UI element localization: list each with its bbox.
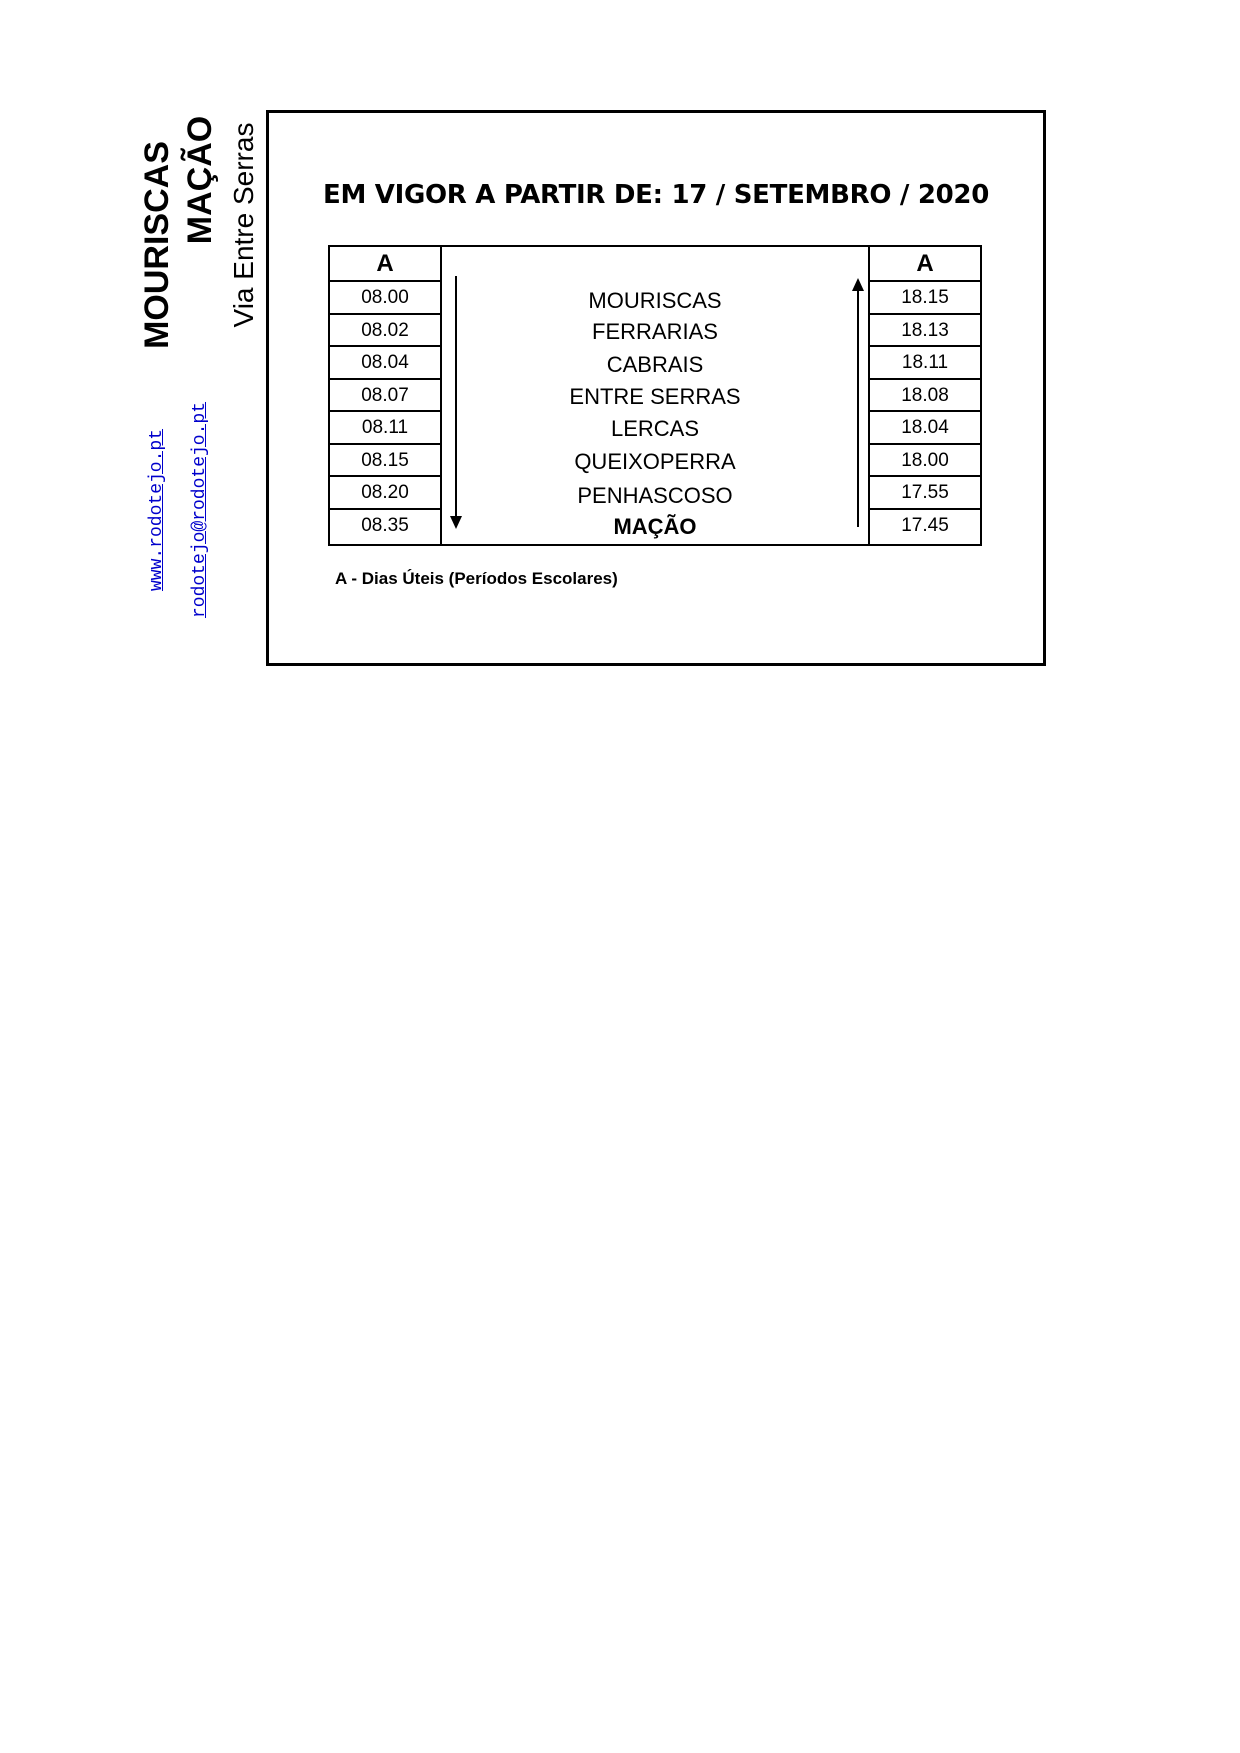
stops-column [440,245,870,546]
validity-heading: EM VIGOR A PARTIR DE: 17 / SETEMBRO / 2020 [322,180,990,210]
stop-name: QUEIXOPERRA [574,449,736,474]
route-destination-title: MAÇÃO [181,115,219,245]
outbound-time: 08.07 [330,380,440,413]
outbound-time: 08.20 [330,477,440,510]
inbound-time: 18.04 [870,412,980,445]
arrow-down-icon [449,276,463,530]
arrow-up-icon [851,278,865,528]
stop-name: FERRARIAS [592,319,718,344]
stop-name: PENHASCOSO [577,483,733,508]
outbound-header: A [330,247,440,282]
outbound-time: 08.15 [330,445,440,478]
outbound-time: 08.00 [330,282,440,315]
inbound-time: 18.00 [870,445,980,478]
stop-name: ENTRE SERRAS [569,384,741,409]
outbound-time: 08.35 [361,514,409,536]
inbound-time: 18.13 [870,315,980,348]
email-link[interactable]: rodotejo@rodotejo.pt [190,401,210,619]
inbound-times-column [868,245,982,546]
inbound-time: 18.11 [870,347,980,380]
route-via-subtitle: Via Entre Serras [228,122,259,328]
stop-name-destination: MAÇÃO [613,514,697,539]
outbound-times-column [328,245,442,546]
inbound-time: 18.08 [870,380,980,413]
stop-name: LERCAS [610,416,700,441]
outbound-time: 08.02 [330,315,440,348]
inbound-header: A [870,247,980,282]
stop-name: MOURISCAS [588,288,722,313]
stop-name: CABRAIS [606,352,704,377]
outbound-time: 08.04 [330,347,440,380]
outbound-time: 08.11 [330,412,440,445]
website-link[interactable]: www.rodotejo.pt [147,428,167,592]
route-origin-title: MOURISCAS [138,141,176,349]
schedule-note: A - Dias Úteis (Períodos Escolares) [335,569,618,588]
inbound-time: 17.55 [870,477,980,510]
inbound-time: 18.15 [870,282,980,315]
inbound-time: 17.45 [901,514,949,536]
